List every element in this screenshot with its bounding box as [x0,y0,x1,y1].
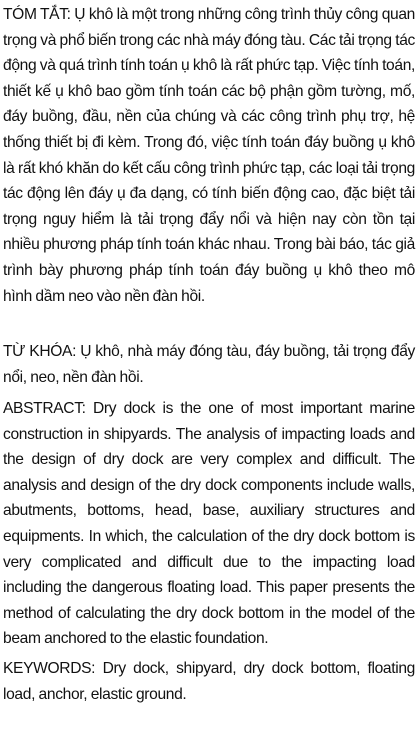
english-keywords-label: KEYWORDS: [3,660,96,677]
english-abstract-label: ABSTRACT: [3,400,86,417]
vietnamese-abstract-label: TÓM TẮT: [3,6,71,23]
vietnamese-abstract-text: Ụ khô là một trong những công trình thủy công quan trọng và phổ biến trong các nhà máy đóng tàu. Các tải trọng tác động và quá trình tính toán ụ khô là rất phức tạp. Việc tính toán, thiết kế ụ khô bao gồm tính toán các bộ phận gồm tường, mố, đáy buồng, đầu, nền của chúng và các công trình phụ trợ, hệ thống thiết bị đi kèm. Trong đó, việc tính toán đáy buồng ụ khô là rất khó khăn do kết cấu công trình phức tạp, các loại tải trọng tác động lên đáy ụ đa dạng, có tính biến động cao, đặc biệt tải trọng nguy hiểm là tải trọng đẩy nổi và hiện nay còn tồn tại nhiều phương pháp tính toán khác nhau. Trong bài báo, tác giả trình bày phương pháp tính toán đáy buồng ụ khô theo mô hình dầm neo vào nền đàn hồi. [3,6,416,305]
vietnamese-abstract [3,2,415,309]
english-abstract [3,396,415,652]
english-abstract-text: Dry dock is the one of most important marine construction in shipyards. The analysis of impacting loads and the design of dry dock are very complex and difficult. The analysis and design of the dry dock components include walls, abutments, bottoms, head, base, auxiliary structures and equipments. In which, the calculation of the dry dock bottom is very complicated and difficult due to the impacting load including the dangerous floating load. This paper presents the method of calculating the dry dock bottom in the model of the beam anchored to the elastic foundation. [3,400,415,648]
vietnamese-keywords-label: TỪ KHÓA: [3,343,77,360]
english-keywords-text: Dry dock, shipyard, dry dock bottom, floating load, anchor, elastic ground. [3,660,415,703]
english-keywords [3,656,415,707]
vietnamese-keywords-text: Ụ khô, nhà máy đóng tàu, đáy buồng, tải trọng đẩy nổi, neo, nền đàn hồi. [3,343,416,386]
vietnamese-keywords [3,339,415,390]
